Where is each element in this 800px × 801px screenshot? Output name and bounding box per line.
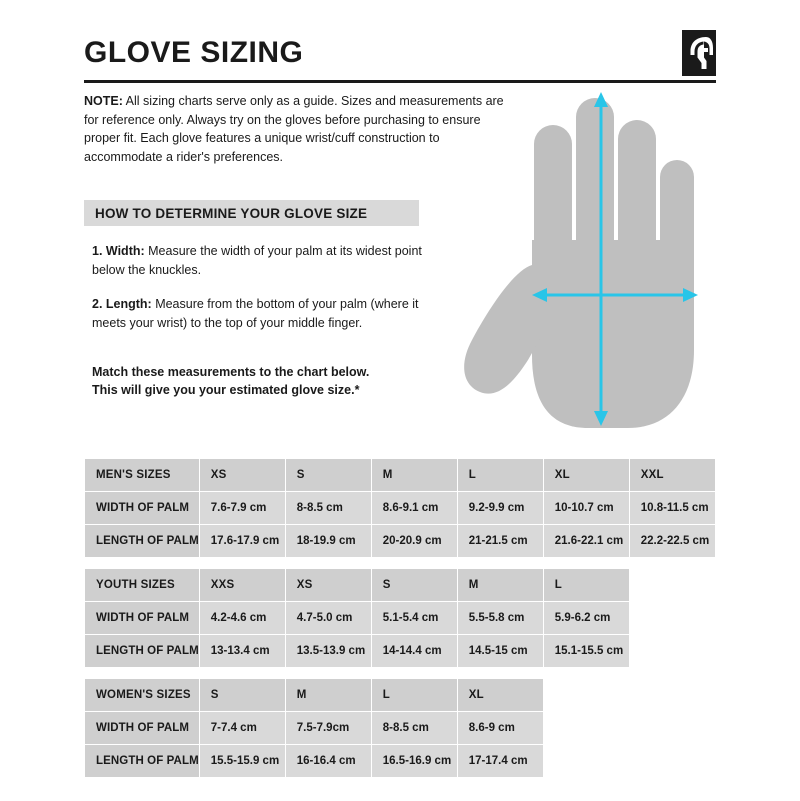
table-header-row bbox=[85, 679, 544, 712]
youth-row-0-value-4: 5.9-6.2 cm bbox=[543, 602, 629, 635]
note-text: All sizing charts serve only as a guide. Sizes and measurements are for reference only. Always try on the gloves before purchasing to ensure proper fit. Each glove features a unique wrist/cuff construction to accommodate a rider's preferences. bbox=[84, 94, 504, 164]
mens-row-1-label: LENGTH OF PALM bbox=[85, 525, 200, 558]
howto-step-1-text: Measure the width of your palm at its widest point below the knuckles. bbox=[92, 244, 422, 277]
youth-row-1-value-1: 13.5-13.9 cm bbox=[285, 635, 371, 668]
page-title: GLOVE SIZING bbox=[84, 36, 304, 69]
mens-row-0-label: WIDTH OF PALM bbox=[85, 492, 200, 525]
youth-row-0-value-2: 5.1-5.4 cm bbox=[371, 602, 457, 635]
mens-sizes-table bbox=[84, 458, 716, 558]
hand-measurement-diagram bbox=[428, 70, 728, 440]
womens-row-1-value-1: 16-16.4 cm bbox=[285, 745, 371, 778]
howto-step-1 bbox=[92, 242, 432, 279]
table-header-row bbox=[85, 459, 716, 492]
womens-header-cell-4: XL bbox=[457, 679, 543, 712]
womens-row-0-value-2: 8-8.5 cm bbox=[371, 712, 457, 745]
youth-row-0-label: WIDTH OF PALM bbox=[85, 602, 200, 635]
mens-row-0-value-5: 10.8-11.5 cm bbox=[629, 492, 715, 525]
howto-step-1-label: 1. Width: bbox=[92, 244, 145, 258]
youth-sizes-table bbox=[84, 568, 630, 668]
youth-row-1-label: LENGTH OF PALM bbox=[85, 635, 200, 668]
mens-row-0-value-2: 8.6-9.1 cm bbox=[371, 492, 457, 525]
mens-row-1-value-0: 17.6-17.9 cm bbox=[199, 525, 285, 558]
howto-step-2-label: 2. Length: bbox=[92, 297, 152, 311]
mens-header-cell-6: XXL bbox=[629, 459, 715, 492]
womens-row-0-value-3: 8.6-9 cm bbox=[457, 712, 543, 745]
mens-header-cell-5: XL bbox=[543, 459, 629, 492]
mens-header-cell-2: S bbox=[285, 459, 371, 492]
howto-match-line-1: Match these measurements to the chart below. bbox=[92, 365, 370, 379]
womens-row-1-value-3: 17-17.4 cm bbox=[457, 745, 543, 778]
table-row bbox=[85, 602, 630, 635]
womens-header-cell-1: S bbox=[199, 679, 285, 712]
mens-header-cell-1: XS bbox=[199, 459, 285, 492]
mens-row-0-value-1: 8-8.5 cm bbox=[285, 492, 371, 525]
youth-row-1-value-3: 14.5-15 cm bbox=[457, 635, 543, 668]
howto-steps bbox=[92, 242, 432, 348]
youth-header-cell-3: S bbox=[371, 569, 457, 602]
youth-header-cell-0: YOUTH SIZES bbox=[85, 569, 200, 602]
youth-row-0-value-0: 4.2-4.6 cm bbox=[199, 602, 285, 635]
mens-row-1-value-3: 21-21.5 cm bbox=[457, 525, 543, 558]
mens-header-cell-3: M bbox=[371, 459, 457, 492]
youth-row-0-value-1: 4.7-5.0 cm bbox=[285, 602, 371, 635]
mens-row-0-value-0: 7.6-7.9 cm bbox=[199, 492, 285, 525]
table-header-row bbox=[85, 569, 630, 602]
mens-row-0-value-4: 10-10.7 cm bbox=[543, 492, 629, 525]
womens-row-0-value-1: 7.5-7.9cm bbox=[285, 712, 371, 745]
womens-header-cell-3: L bbox=[371, 679, 457, 712]
table-row bbox=[85, 525, 716, 558]
howto-match-note bbox=[92, 363, 422, 399]
womens-header-cell-2: M bbox=[285, 679, 371, 712]
table-row bbox=[85, 745, 544, 778]
womens-row-1-value-0: 15.5-15.9 cm bbox=[199, 745, 285, 778]
table-row bbox=[85, 712, 544, 745]
youth-header-cell-4: M bbox=[457, 569, 543, 602]
mens-header-cell-0: MEN'S SIZES bbox=[85, 459, 200, 492]
youth-header-cell-1: XXS bbox=[199, 569, 285, 602]
womens-sizes-table bbox=[84, 678, 544, 778]
table-row bbox=[85, 492, 716, 525]
youth-header-cell-2: XS bbox=[285, 569, 371, 602]
howto-step-2-text: Measure from the bottom of your palm (where it meets your wrist) to the top of your middle finger. bbox=[92, 297, 419, 330]
mens-row-0-value-3: 9.2-9.9 cm bbox=[457, 492, 543, 525]
howto-match-line-2: This will give you your estimated glove size.* bbox=[92, 383, 360, 397]
womens-row-0-label: WIDTH OF PALM bbox=[85, 712, 200, 745]
table-row bbox=[85, 635, 630, 668]
youth-row-1-value-4: 15.1-15.5 cm bbox=[543, 635, 629, 668]
mens-row-1-value-1: 18-19.9 cm bbox=[285, 525, 371, 558]
mens-row-1-value-5: 22.2-22.5 cm bbox=[629, 525, 715, 558]
womens-row-1-label: LENGTH OF PALM bbox=[85, 745, 200, 778]
howto-section-title: HOW TO DETERMINE YOUR GLOVE SIZE bbox=[84, 200, 419, 226]
youth-row-1-value-2: 14-14.4 cm bbox=[371, 635, 457, 668]
womens-row-1-value-2: 16.5-16.9 cm bbox=[371, 745, 457, 778]
youth-header-cell-5: L bbox=[543, 569, 629, 602]
mens-row-1-value-4: 21.6-22.1 cm bbox=[543, 525, 629, 558]
howto-step-2 bbox=[92, 295, 432, 332]
youth-row-1-value-0: 13-13.4 cm bbox=[199, 635, 285, 668]
womens-row-0-value-0: 7-7.4 cm bbox=[199, 712, 285, 745]
womens-header-cell-0: WOMEN'S SIZES bbox=[85, 679, 200, 712]
note-label: NOTE: bbox=[84, 94, 123, 108]
youth-row-0-value-3: 5.5-5.8 cm bbox=[457, 602, 543, 635]
mens-header-cell-4: L bbox=[457, 459, 543, 492]
mens-row-1-value-2: 20-20.9 cm bbox=[371, 525, 457, 558]
